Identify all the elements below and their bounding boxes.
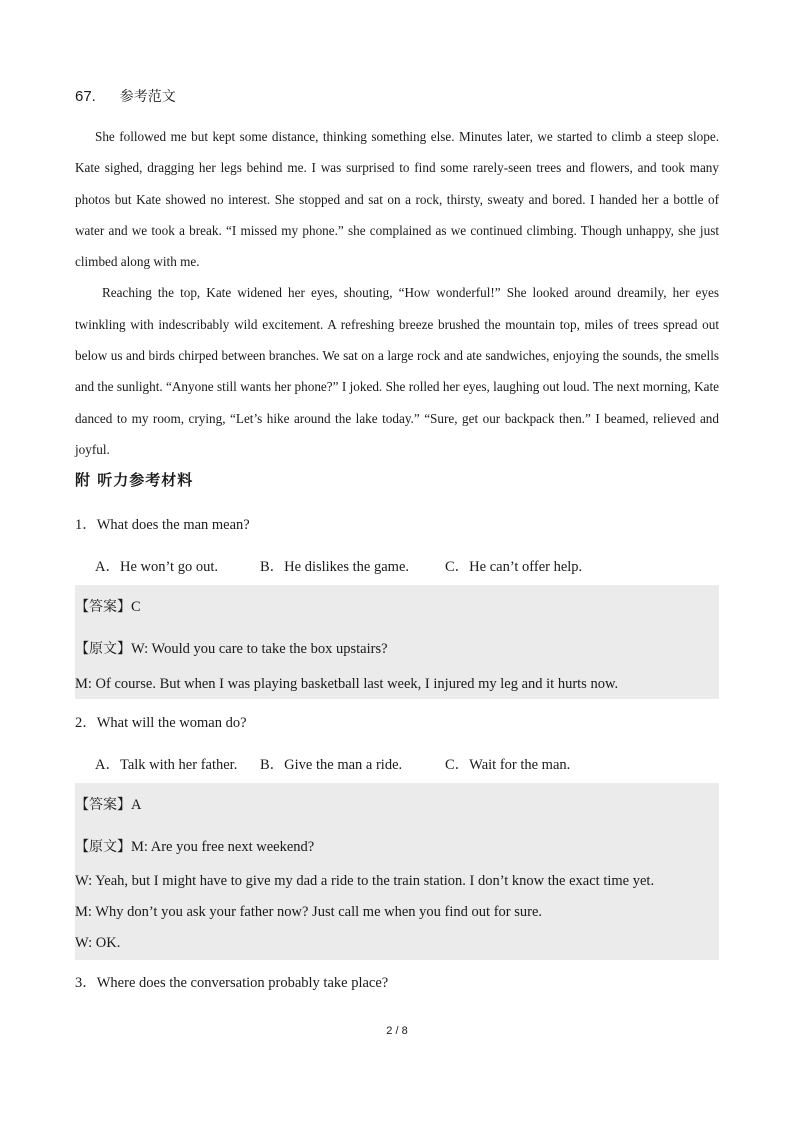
essay-paragraph-1: She followed me but kept some distance, thinking something else. Minutes later, we started to climb a steep slope. Kate sighed, dragging her legs behind me. I was surprised to find some rarely-seen trees and flowers, and took many photos but Kate showed no interest. She stopped and sat on a rock, thirsty, sweaty and bored. I handed her a bottle of water and we took a break. “I missed my phone.” she complained as we continued climbing. Though unhappy, she just climbed along with me.	[75, 129, 719, 270]
answer-tag: 【答案】	[75, 599, 131, 615]
script-text: M: Are you free next weekend?	[131, 839, 315, 855]
option-a: A．He won’t go out.	[95, 559, 218, 575]
page-number: 2 / 8	[386, 1025, 408, 1037]
option-b: B．Give the man a ride.	[260, 757, 403, 773]
question-1-script-line-2: M: Of course. But when I was playing basketball last week, I injured my leg and it hurts now.	[75, 676, 619, 692]
script-tag: 【原文】	[75, 839, 131, 855]
question-1-options	[95, 555, 582, 576]
question-2-script-line-4: W: OK.	[75, 935, 121, 951]
question-1: 1．What does the man mean?	[75, 517, 250, 533]
question-2-script-line-3: M: Why don’t you ask your father now? Just call me when you find out for sure.	[75, 904, 543, 920]
question-3: 3．Where does the conversation probably take place?	[75, 975, 389, 991]
question-2-answer-box	[75, 783, 719, 960]
q67-heading-label: 参考范文	[119, 88, 176, 104]
answer-value: A	[131, 797, 142, 813]
option-a: A．Talk with her father.	[95, 757, 238, 773]
script-tag: 【原文】	[75, 641, 131, 657]
model-essay	[75, 121, 719, 465]
essay-paragraph-2: Reaching the top, Kate widened her eyes, shouting, “How wonderful!” She looked around dreamily, her eyes twinkling with indescribably wild excitement. A refreshing breeze brushed the mountain top, miles of trees spread out below us and birds chirped between branches. We sat on a large rock and ate sandwiches, enjoying the sounds, the smells and the sunlight. “Anyone still wants her phone?” I joked. She rolled her eyes, laughing out loud. The next morning, Kate danced to my room, crying, “Let’s hike around the lake today.” “Sure, get our backpack then.” I beamed, relieved and joyful.	[75, 285, 719, 457]
script-text: W: Would you care to take the box upstairs?	[131, 641, 388, 657]
question-2-script-line-2: W: Yeah, but I might have to give my dad a ride to the train station. I don’t know the exact time yet.	[75, 873, 655, 889]
question-2-script-line-1	[75, 836, 314, 856]
appendix-title: 附 听力参考材料	[75, 471, 194, 489]
q67-heading	[75, 86, 176, 106]
answer-value: C	[131, 599, 141, 615]
question-2: 2．What will the woman do?	[75, 715, 247, 731]
question-1-script-line-1	[75, 638, 388, 658]
question-1-answer	[75, 596, 141, 616]
option-c: C．Wait for the man.	[445, 757, 571, 773]
q67-number: 67.	[75, 88, 96, 105]
question-2-answer	[75, 794, 141, 814]
option-b: B．He dislikes the game.	[260, 559, 410, 575]
option-c: C．He can’t offer help.	[445, 559, 583, 575]
question-2-options	[95, 753, 570, 774]
answer-tag: 【答案】	[75, 797, 131, 813]
